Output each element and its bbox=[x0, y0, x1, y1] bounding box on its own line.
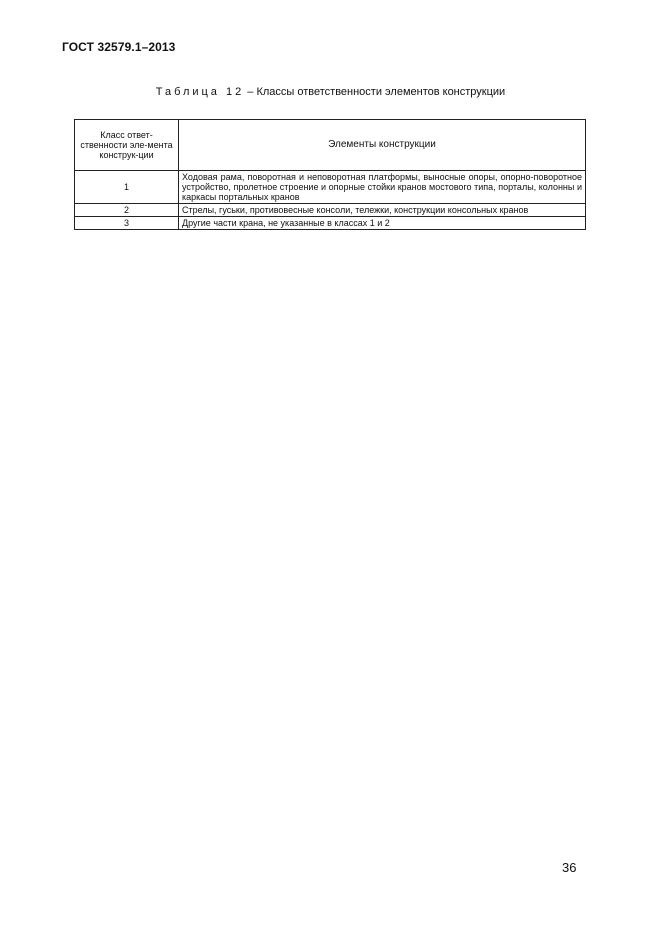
header-elements: Элементы конструкции bbox=[179, 120, 586, 171]
row-elements-cell: Стрелы, гуськи, противовесные консоли, тележки, конструкции консольных кранов bbox=[179, 204, 586, 217]
page-number: 36 bbox=[562, 860, 577, 875]
row-class-cell: 3 bbox=[75, 217, 179, 230]
row-class-cell: 1 bbox=[75, 171, 179, 204]
table-caption-text: – Классы ответственности элементов конструкции bbox=[244, 86, 506, 98]
row-elements-cell: Другие части крана, не указанные в классах 1 и 2 bbox=[179, 217, 586, 230]
header-class: Класс ответ-ственности эле-мента конструк-ции bbox=[75, 120, 179, 171]
table-row bbox=[75, 171, 586, 204]
document-header: ГОСТ 32579.1–2013 bbox=[62, 40, 176, 54]
responsibility-classes-table bbox=[74, 119, 586, 230]
table-row bbox=[75, 204, 586, 217]
table-caption bbox=[0, 86, 661, 98]
row-class-cell: 2 bbox=[75, 204, 179, 217]
table-caption-label: Таблица 12 bbox=[155, 86, 245, 98]
row-elements-cell: Ходовая рама, поворотная и неповоротная платформы, выносные опоры, опорно-поворотное устройство, пролетное строение и опорные стойки кранов мостового типа, порталы, колонны и каркасы портальных кранов bbox=[179, 171, 586, 204]
table-header-row bbox=[75, 120, 586, 171]
table-row bbox=[75, 217, 586, 230]
